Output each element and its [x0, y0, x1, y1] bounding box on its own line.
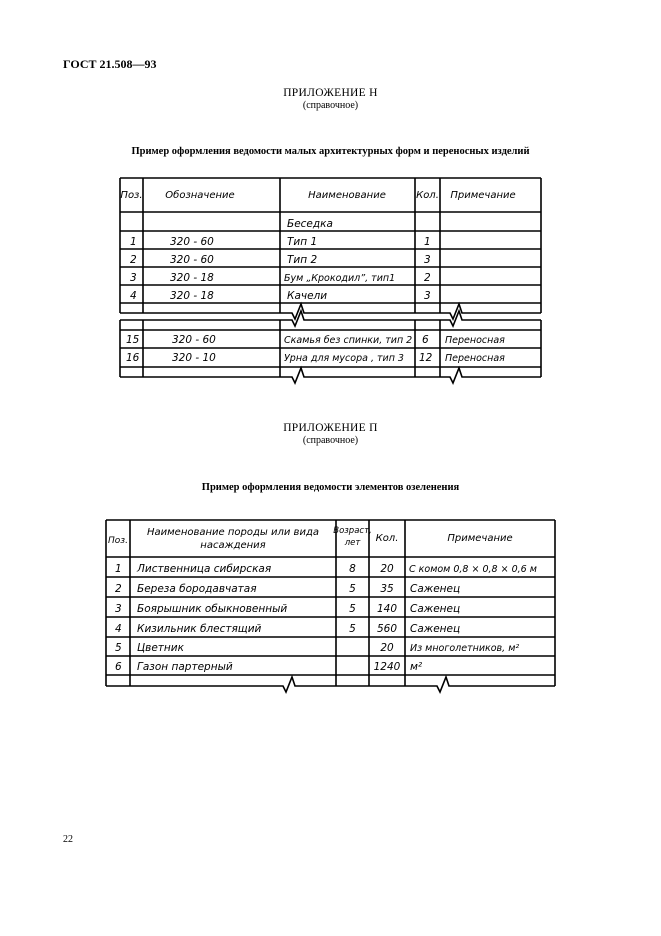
table-cell: Лиственница сибирская — [137, 563, 272, 575]
table-cell: 6 — [115, 661, 122, 673]
table-cell: 5 — [349, 623, 356, 635]
table-cell: Беседка — [287, 218, 333, 230]
col-header-name: Наименование — [308, 190, 386, 201]
table-cell: 4 — [115, 623, 122, 635]
col-header-note: Примечание — [450, 190, 516, 201]
table-cell: 20 — [380, 642, 394, 654]
table-cell: 3 — [424, 290, 431, 302]
table-cell: Скамья без спинки, тип 2 — [284, 335, 413, 346]
table-cell: Переносная — [445, 353, 505, 364]
col-header-name: Наименование породы или вида — [146, 527, 320, 538]
col-header-pos: Поз. — [108, 536, 128, 546]
table-cell: 320 - 60 — [170, 236, 214, 248]
appendix-h-subtitle: (справочное) — [302, 100, 359, 111]
table-cell: Боярышник обыкновенный — [137, 603, 288, 615]
table-cell: Качели — [287, 290, 328, 302]
table-cell: 35 — [380, 583, 394, 595]
table-cell: 1 — [130, 236, 137, 248]
table-cell: Тип 2 — [287, 254, 318, 266]
table-cell: 16 — [126, 352, 140, 364]
table-cell: 4 — [130, 290, 137, 302]
table-cell: Газон партерный — [137, 661, 233, 673]
appendix-p-caption: Пример оформления ведомости элементов озеленения — [201, 482, 460, 493]
col-header-name-line2: насаждения — [200, 540, 266, 551]
document-header: ГОСТ 21.508—93 — [63, 57, 157, 71]
col-header-designation: Обозначение — [165, 190, 235, 201]
table-cell: 1 — [424, 236, 431, 248]
table-cell: 320 - 10 — [172, 352, 216, 364]
table-cell: 140 — [376, 603, 398, 615]
table-cell: 320 - 18 — [170, 290, 214, 302]
appendix-p-title: ПРИЛОЖЕНИЕ П — [283, 422, 378, 434]
table-cell: 320 - 60 — [170, 254, 214, 266]
table-cell: 5 — [349, 603, 356, 615]
table-cell: 1240 — [373, 661, 401, 673]
table-cell: м² — [410, 661, 423, 673]
table-cell: 1 — [115, 563, 122, 575]
table-cell: 3 — [115, 603, 122, 615]
table-cell: 320 - 60 — [172, 334, 216, 346]
table-cell: Из многолетников, м² — [410, 643, 520, 654]
table-cell: С комом 0,8 × 0,8 × 0,6 м — [409, 564, 537, 575]
table-cell: Бум „Крокодил”, тип1 — [284, 273, 396, 284]
col-header-qty: Кол. — [416, 190, 439, 201]
col-header-qty: Кол. — [375, 533, 399, 544]
table-cell: 320 - 18 — [170, 272, 214, 284]
page-number: 22 — [63, 834, 73, 845]
table-cell: 2 — [424, 272, 431, 284]
table-cell: 20 — [380, 563, 394, 575]
table-cell: Цветник — [137, 642, 184, 654]
table-cell: 5 — [349, 583, 356, 595]
col-header-note: Примечание — [447, 533, 513, 544]
table-cell: Кизильник блестящий — [137, 623, 262, 635]
col-header-age: Возраст, — [333, 526, 372, 536]
table-cell: Тип 1 — [287, 236, 318, 248]
table-cell: Береза бородавчатая — [137, 583, 257, 595]
col-header-pos: Поз. — [120, 190, 143, 201]
table-cell: 12 — [419, 352, 433, 364]
table-cell: Саженец — [410, 623, 461, 635]
col-header-age-line2: лет — [344, 538, 361, 548]
appendix-h-title: ПРИЛОЖЕНИЕ Н — [283, 87, 378, 99]
table-cell: 2 — [130, 254, 137, 266]
table-cell: 3 — [130, 272, 137, 284]
table-cell: 3 — [424, 254, 431, 266]
table-cell: Переносная — [445, 335, 505, 346]
table-cell: 560 — [376, 623, 398, 635]
table-cell: Саженец — [410, 583, 461, 595]
table-cell: 15 — [126, 334, 140, 346]
table-cell: Урна для мусора , тип 3 — [284, 353, 404, 364]
table-cell: 5 — [115, 642, 122, 654]
table-cell: 8 — [349, 563, 356, 575]
appendix-p-subtitle: (справочное) — [302, 435, 359, 446]
table-cell: 2 — [115, 583, 122, 595]
appendix-h-caption: Пример оформления ведомости малых архитектурных форм и переносных изделий — [131, 146, 530, 157]
table-cell: 6 — [422, 334, 429, 346]
table-cell: Саженец — [410, 603, 461, 615]
